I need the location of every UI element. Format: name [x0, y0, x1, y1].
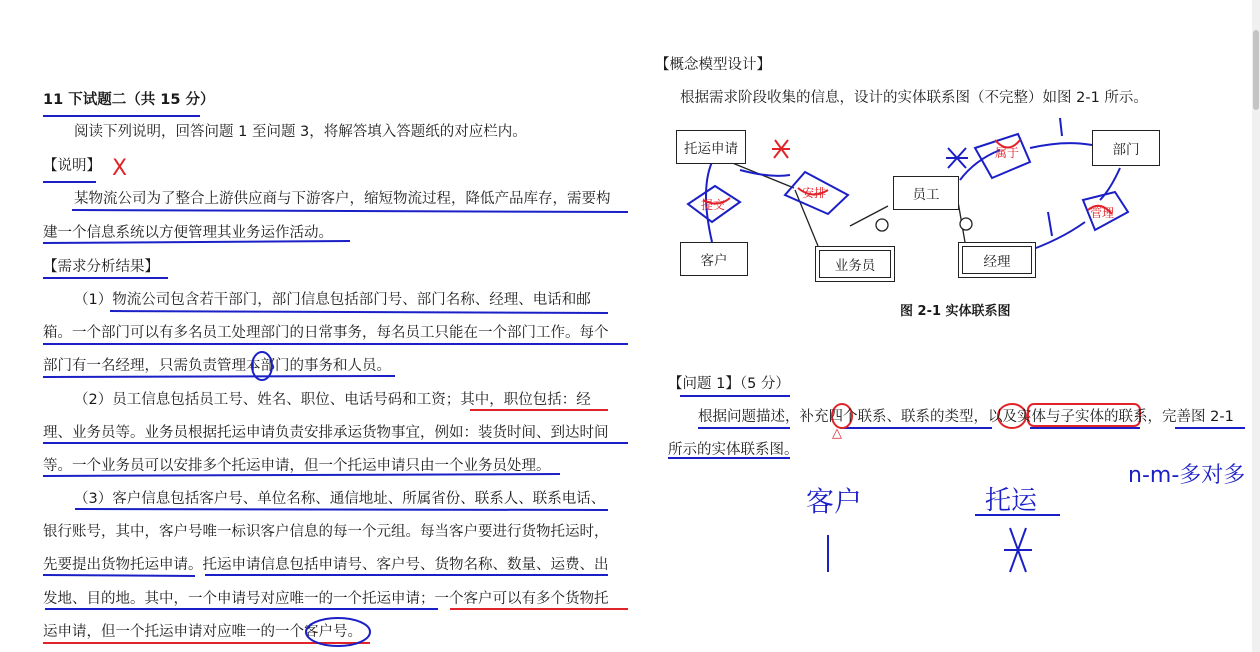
concept-text: 根据需求阶段收集的信息，设计的实体联系图（不完整）如图 2-1 所示。 — [680, 90, 1148, 106]
entity-tuoyun: 托运申请 — [676, 130, 746, 164]
entity-kehu: 客户 — [680, 242, 748, 276]
triangle-mark: △ — [832, 426, 842, 441]
req2-line-3: 等。一个业务员可以安排多个托运申请，但一个托运申请只由一个业务员处理。 — [43, 458, 551, 474]
entity-yuangong: 员工 — [893, 176, 959, 210]
concept-heading: 【概念模型设计】 — [655, 57, 771, 73]
hw-n-m: n-m-多对多 — [1128, 463, 1246, 488]
shuoming-line-2: 建一个信息系统以方便管理其业务运作活动。 — [43, 225, 333, 241]
req3-line-1: （3）客户信息包括客户号、单位名称、通信地址、所属省份、联系人、联系电话、 — [74, 491, 606, 507]
scrollbar-thumb[interactable] — [1253, 30, 1259, 110]
rel-label-guanli: 管理 — [1090, 206, 1115, 220]
intro-text: 阅读下列说明，回答问题 1 至问题 3，将解答填入答题纸的对应栏内。 — [74, 124, 527, 140]
entity-yewuyuan: 业务员 — [815, 246, 895, 282]
req3-line-2: 银行账号，其中，客户号唯一标识客户信息的每一个元组。每当客户要进行货物托运时， — [43, 524, 609, 540]
x-mark: X — [112, 156, 128, 181]
section-heading-requirements: 【需求分析结果】 — [43, 259, 159, 275]
rel-label-tiji: 提交 — [701, 198, 726, 212]
req1-line-1: （1）物流公司包含若干部门，部门信息包括部门号、部门名称、经理、电话和邮 — [74, 292, 591, 308]
req3-line-3: 先要提出货物托运申请。托运申请信息包括申请号、客户号、货物名称、数量、运费、出 — [43, 557, 609, 573]
req1-line-2: 箱。一个部门可以有多名员工处理部门的日常事务，每名员工只能在一个部门工作。每个 — [43, 325, 609, 341]
hw-tuoyun: 托运 — [985, 486, 1038, 516]
vertical-scrollbar[interactable] — [1252, 0, 1260, 652]
req2-line-2: 理、业务员等。业务员根据托运申请负责安排承运货物事宜，例如：装货时间、到达时间 — [43, 425, 609, 441]
question-1-text-line-2: 所示的实体联系图。 — [668, 442, 799, 458]
rel-label-anpai: 安排 — [802, 186, 827, 200]
rel-label-suoshu: 属于 — [995, 146, 1020, 160]
entity-jingli: 经理 — [958, 242, 1036, 278]
section-heading-shuoming: 【说明】 — [43, 158, 101, 174]
req3-line-5: 运申请，但一个托运申请对应唯一的一个客户号。 — [43, 624, 362, 640]
exam-title: 11 下试题二（共 15 分） — [43, 92, 215, 108]
question-1-heading: 【问题 1】（5 分） — [668, 376, 790, 392]
entity-bumen: 部门 — [1092, 130, 1160, 166]
hw-kehu: 客户 — [806, 485, 863, 518]
req2-line-1: （2）员工信息包括员工号、姓名、职位、电话号码和工资；其中，职位包括：经 — [74, 392, 591, 408]
req1-line-3: 部门有一名经理，只需负责管理本部门的事务和人员。 — [43, 358, 391, 374]
shuoming-line-1: 某物流公司为了整合上游供应商与下游客户，缩短物流过程，降低产品库存，需要构 — [74, 191, 611, 207]
question-1-text-line-1: 根据问题描述，补充四个联系、联系的类型，以及实体与子实体的联系，完善图 2-1 — [698, 409, 1234, 425]
req3-line-4: 发地、目的地。其中，一个申请号对应唯一的一个托运申请；一个客户可以有多个货物托 — [43, 591, 609, 607]
figure-caption: 图 2-1 实体联系图 — [900, 304, 1011, 319]
